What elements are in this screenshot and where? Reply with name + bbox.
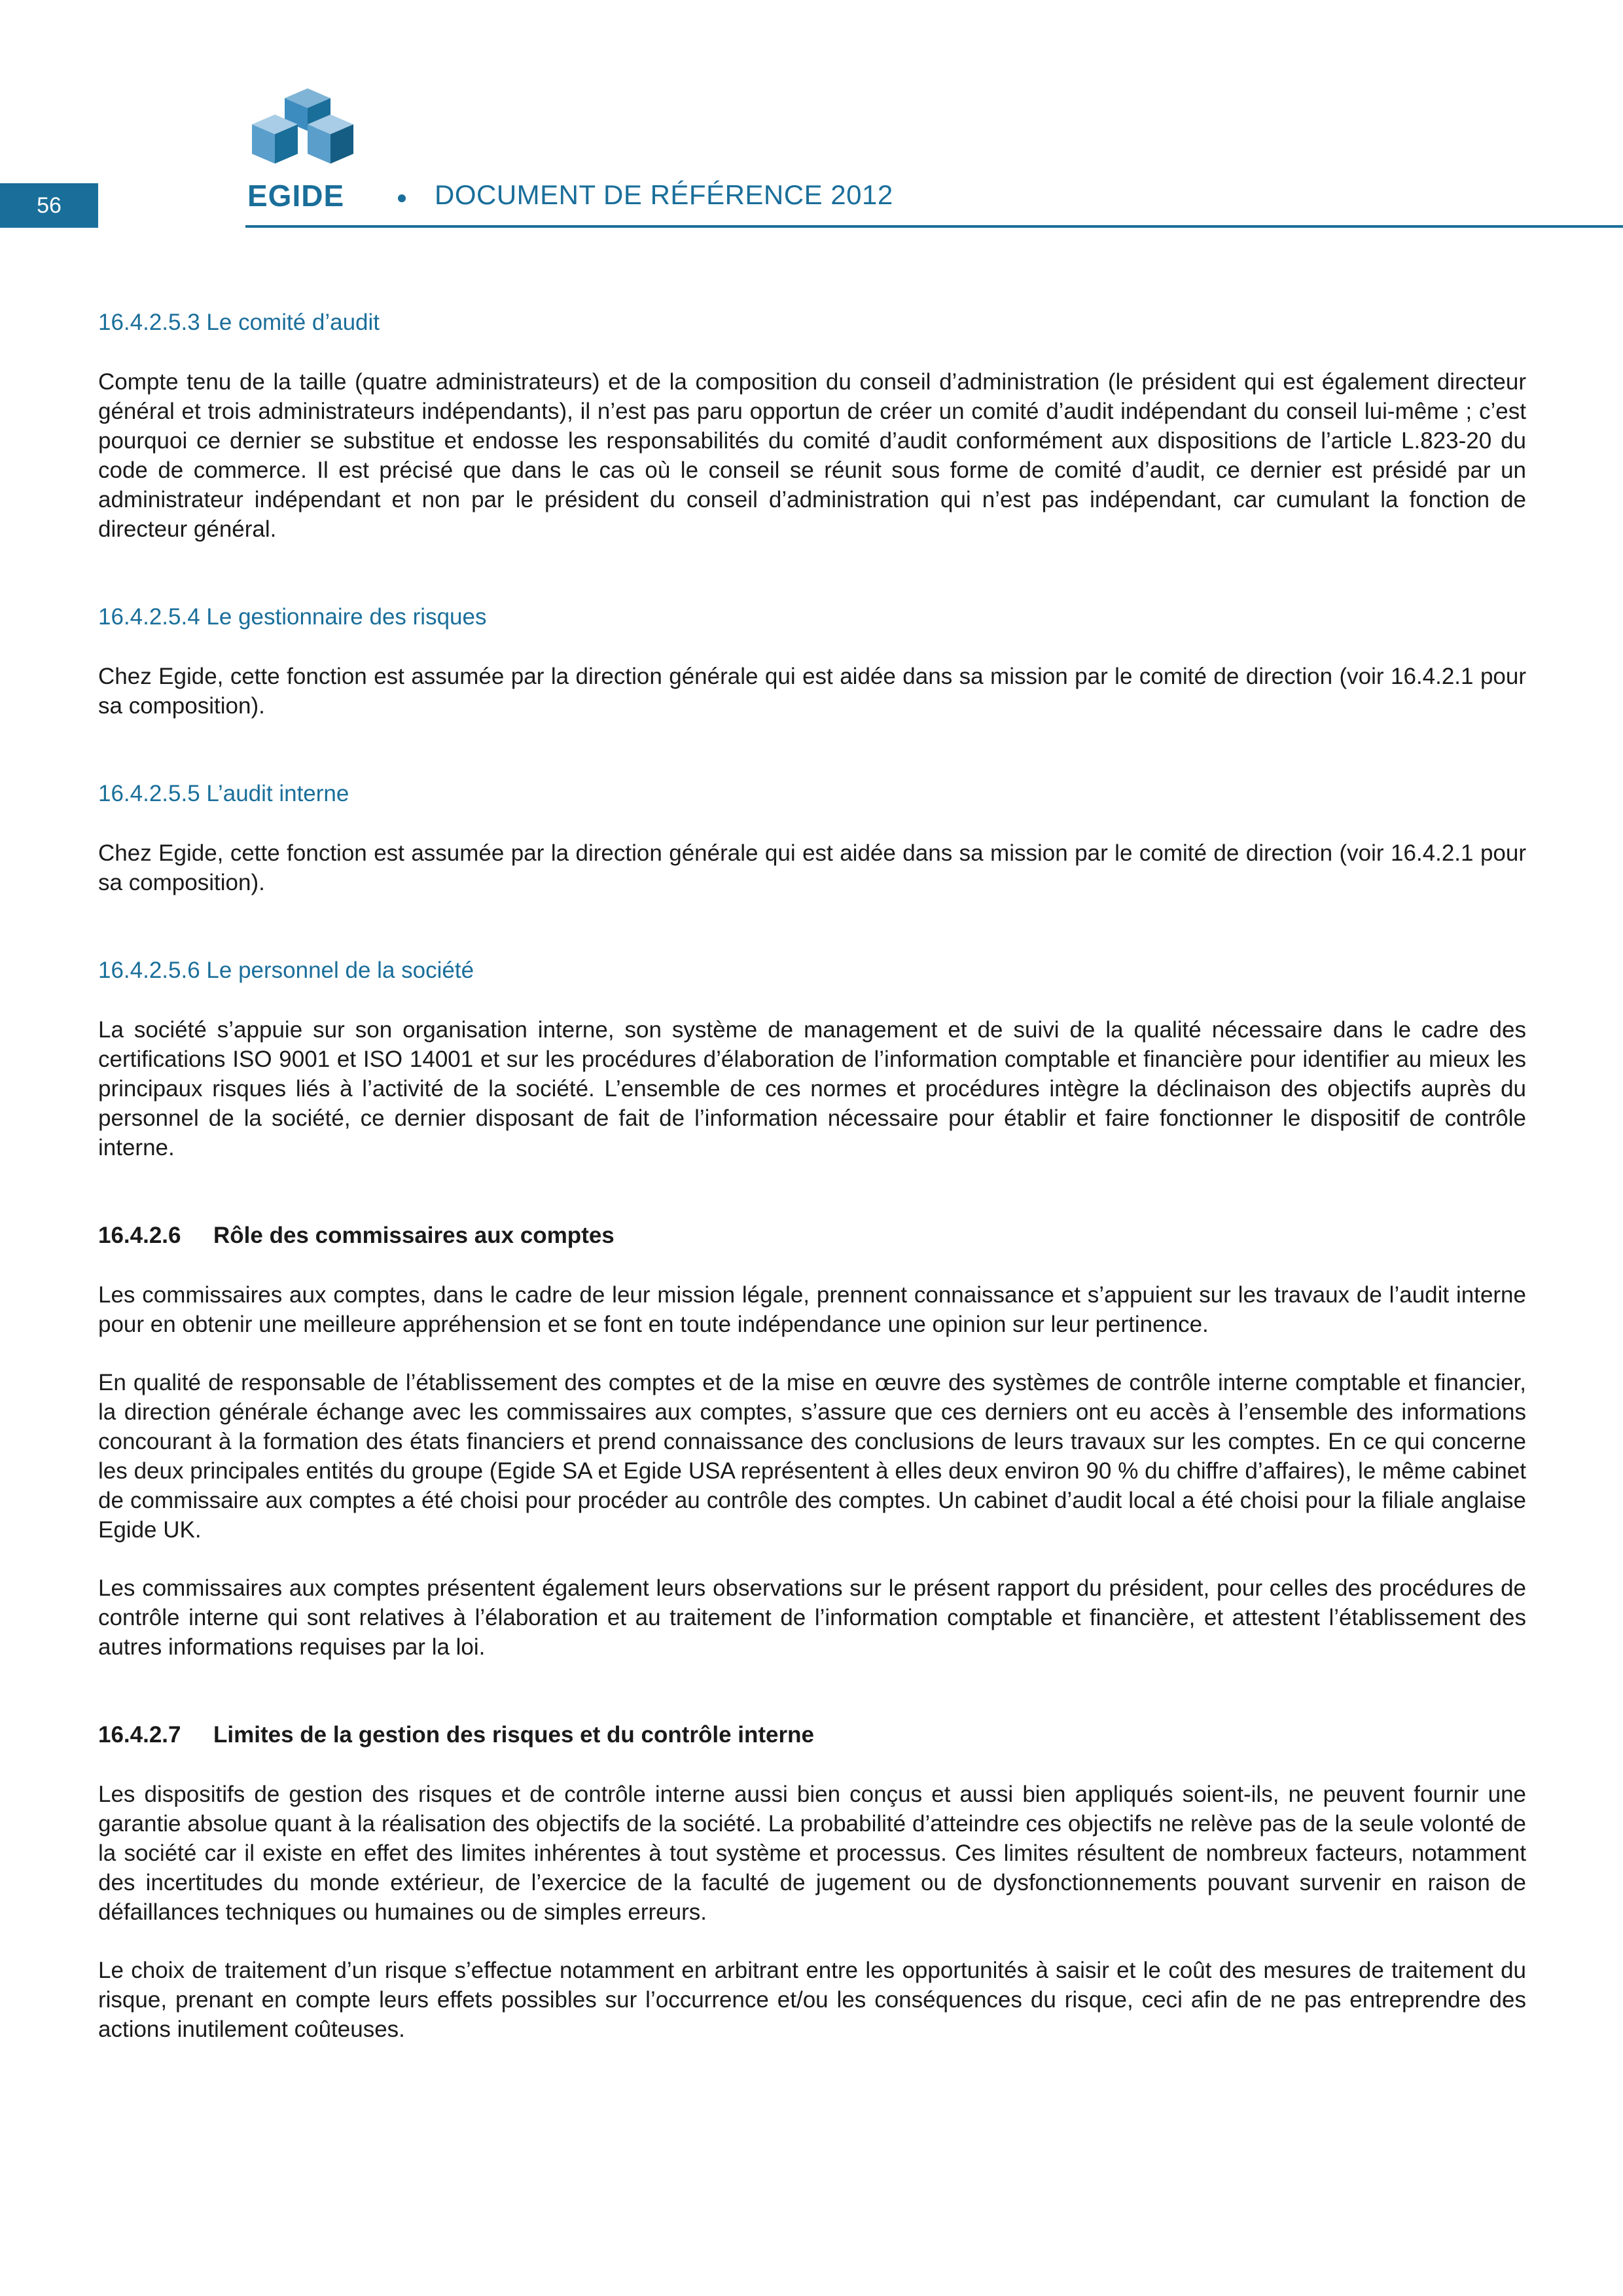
page-number-badge [0, 183, 98, 228]
paragraph: La société s’appuie sur son organisation interne, son système de management et de suivi de la qualité nécessaire dans le cadre des certifications ISO 9001 et ISO 14001 et sur les procédures d’élaboration de l’information comptable et financière pour identifier au mieux les principaux risques liés à l’activité de la société. L’ensemble de ces normes et procédures intègre la déclinaison des objectifs auprès du personnel de la société, ce dernier disposant de fait de l’information nécessaire pour établir et faire fonctionner le dispositif de contrôle interne. [98, 1017, 1526, 1160]
section-title-text: Rôle des commissaires aux comptes [213, 1223, 615, 1248]
section-title-16-4-2-7 [98, 1720, 1526, 1750]
section-title-16-4-2-6 [98, 1221, 1526, 1251]
logo-wordmark: EGIDE [247, 179, 345, 213]
paragraph: Les commissaires aux comptes, dans le cadre de leur mission légale, prennent connaissance et s’appuient sur les travaux de l’audit interne pour en obtenir une meilleure appréhension et se font en toute indépendance une opinion sur leur pertinence. [98, 1282, 1526, 1337]
paragraph: Les dispositifs de gestion des risques et de contrôle interne aussi bien conçus et aussi bien appliqués soient-ils, ne peuvent fournir une garantie absolue quant à la réalisation des objectifs de la société. La probabilité d’atteindre ces objectifs ne relève pas de la seule volonté de la société car il existe en effet des limites inhérentes à tout système et processus. Ces limites résultent de nombreux facteurs, notamment des incertitudes du monde extérieur, de l’exercice de la faculté de jugement ou de dysfonctionnements pouvant survenir en raison de défaillances techniques ou humaines ou de simples erreurs. [98, 1782, 1526, 1925]
header-bullet-icon [398, 194, 406, 202]
paragraph: Compte tenu de la taille (quatre administrateurs) et de la composition du conseil d’administration (le président qui est également directeur général et trois administrateurs indépendants), il n’est pas paru opportun de créer un comité d’audit indépendant du conseil lui-même ; c’est pourquoi ce dernier se substitue et endosse les responsabilités du comité d’audit conformément aux dispositions de l’article L.823-20 du code de commerce. Il est précisé que dans le cas où le conseil se réunit sous forme de comité d’audit, ce dernier est présidé par un administrateur indépendant et non par le président du conseil d’administration qui n’est pas indépendant, car cumulant la fonction de directeur général. [98, 369, 1526, 542]
heading-16-4-2-5-3: 16.4.2.5.3 Le comité d’audit [98, 310, 380, 335]
section-number: 16.4.2.6 [98, 1223, 181, 1248]
heading-16-4-2-5-5: 16.4.2.5.5 L’audit interne [98, 781, 349, 806]
page-content [98, 308, 1526, 2073]
header-divider [245, 225, 1623, 228]
document-title: DOCUMENT DE RÉFÉRENCE 2012 [435, 179, 893, 210]
paragraph: Les commissaires aux comptes présentent également leurs observations sur le présent rapport du président, pour celles des procédures de contrôle interne qui sont relatives à l’élaboration et au traitement de l’information comptable et financière, et attestent l’établissement des autres informations requises par la loi. [98, 1575, 1526, 1660]
heading-16-4-2-5-6: 16.4.2.5.6 Le personnel de la société [98, 958, 474, 983]
paragraph: Chez Egide, cette fonction est assumée par la direction générale qui est aidée dans sa mission par le comité de direction (voir 16.4.2.1 pour sa composition). [98, 840, 1526, 895]
page-number: 56 [37, 192, 62, 218]
paragraph: Le choix de traitement d’un risque s’effectue notamment en arbitrant entre les opportunités à saisir et le coût des mesures de traitement du risque, prenant en compte leurs effets possibles sur l’occurrence et/ou les conséquences du risque, ceci afin de ne pas entreprendre des actions inutilement coûteuses. [98, 1958, 1526, 2042]
paragraph: En qualité de responsable de l’établissement des comptes et de la mise en œuvre des systèmes de contrôle interne comptable et financier, la direction générale échange avec les commissaires aux comptes, s’assure que ces derniers ont eu accès à l’ensemble des informations concourant à la formation des états financiers et prend connaissance des conclusions de leurs travaux sur les comptes. En ce qui concerne les deux principales entités du groupe (Egide SA et Egide USA représentent à elles deux environ 90 % du chiffre d’affaires), le même cabinet de commissaire aux comptes a été choisi pour procéder au contrôle des comptes. Un cabinet d’audit local a été choisi pour la filiale anglaise Egide UK. [98, 1370, 1526, 1543]
section-number: 16.4.2.7 [98, 1722, 181, 1748]
heading-16-4-2-5-4: 16.4.2.5.4 Le gestionnaire des risques [98, 604, 487, 630]
section-title-text: Limites de la gestion des risques et du contrôle interne [213, 1722, 814, 1748]
paragraph: Chez Egide, cette fonction est assumée par la direction générale qui est aidée dans sa mission par le comité de direction (voir 16.4.2.1 pour sa composition). [98, 664, 1526, 719]
